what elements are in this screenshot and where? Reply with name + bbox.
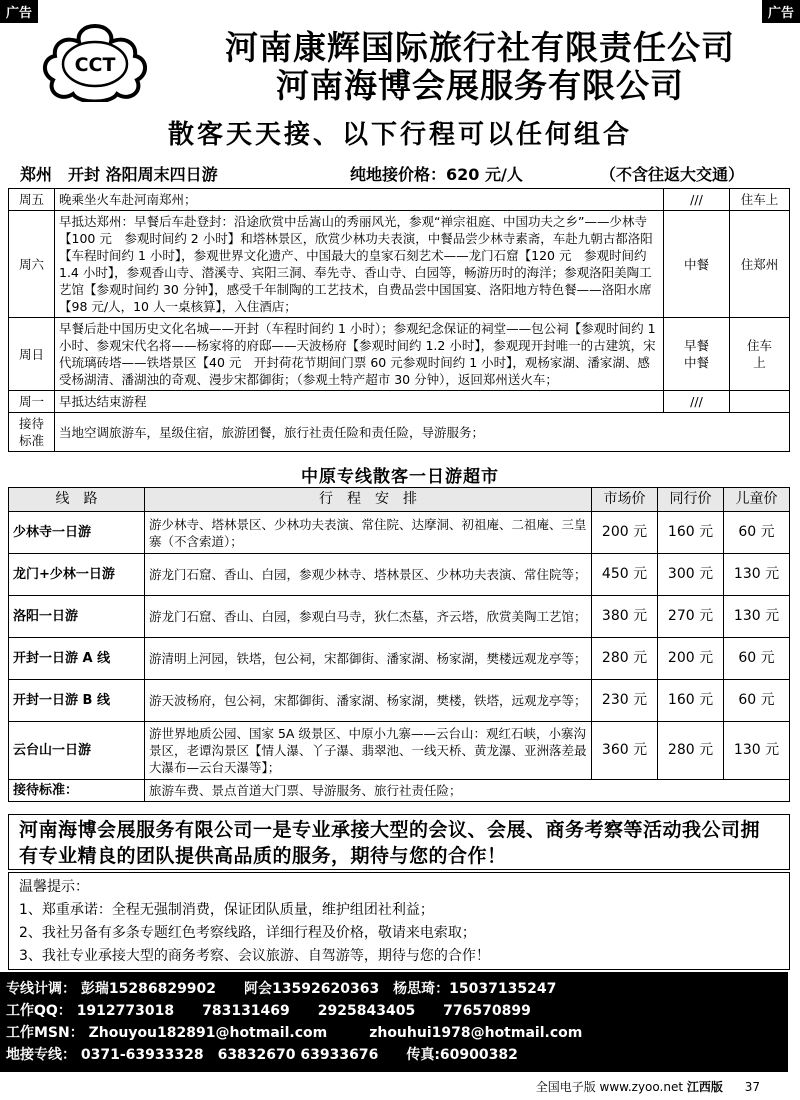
footer-site: 全国电子版 www.zyoo.net [535,1080,684,1094]
itinerary-stay: 住车 上 [730,318,790,391]
product-name: 洛阳一日游 [9,596,145,638]
product-name: 云台山一日游 [9,722,145,780]
itinerary-row [9,211,790,318]
header-child: 儿童价 [724,488,790,512]
contact-row-hotline [6,1044,782,1066]
product-row [9,680,790,722]
product-peer-price: 280 元 [658,722,724,780]
footer-edition: 江西版 [686,1080,723,1094]
product-child-price: 130 元 [724,596,790,638]
product-peer-price: 300 元 [658,554,724,596]
header-market: 市场价 [592,488,658,512]
tour-title: 郑州 开封 洛阳周末四日游 [20,165,218,184]
itinerary-day: 周六 [9,211,55,318]
contact-value: 0371-63933328 63832670 63933676 传真:60900382 [80,1047,518,1063]
contact-label: 工作MSN： [6,1025,84,1041]
itinerary-meal: /// [664,189,730,211]
itinerary-stay: 住车上 [730,189,790,211]
contact-label: 工作QQ： [6,1003,72,1019]
header-peer: 同行价 [658,488,724,512]
product-name: 开封一日游 A 线 [9,638,145,680]
reception-row [9,413,790,452]
product-market-price: 380 元 [592,596,658,638]
itinerary-meal: /// [664,391,730,413]
contact-label: 专线计调： [6,981,76,997]
products-standard-row [9,780,790,802]
cct-logo [35,22,155,102]
header [0,18,800,106]
itinerary-row [9,318,790,391]
itinerary-table [8,188,790,452]
product-plan: 游龙门石窟、香山、白园，参观少林寺、塔林景区、少林功夫表演、常住院等； [145,554,592,596]
itinerary-row [9,189,790,211]
contact-block [0,972,788,1072]
product-market-price: 200 元 [592,512,658,554]
product-row [9,596,790,638]
contact-value: Zhouyou182891@hotmail.com zhouhui1978@hotmail.com [88,1025,583,1041]
itinerary-desc: 晚乘坐火车赴河南郑州； [55,189,664,211]
product-peer-price: 200 元 [658,638,724,680]
itinerary-desc: 早餐后赴中国历史文化名城——开封（车程时间约 1 小时）；参观纪念保证的祠堂——包公祠【参观时间约 1 小时、参观宋代名将——杨家将的府邸——天波杨府【参观时间约 1.2 小时】，参观现开封唯一的古建筑，宋代琉璃砖塔——铁塔景区【40 元 开封荷花节期间门票 60 元参观时间约 1 小时】，观杨家湖、潘家湖、感受杨湖清、潘湖浊的奇观、漫步宋都御街；（参观土特产超市 30 分钟），返回郑州送火车； [55,318,664,391]
product-child-price: 60 元 [724,680,790,722]
products-header-row [9,488,790,512]
itinerary-desc: 早抵达结束游程 [55,391,664,413]
footer [536,1078,760,1095]
tips-item: 2、我社另备有多条专题红色考察线路，详细行程及价格，敬请来电索取； [19,925,476,941]
product-market-price: 450 元 [592,554,658,596]
header-route: 线 路 [9,488,145,512]
product-market-price: 230 元 [592,680,658,722]
product-name: 少林寺一日游 [9,512,145,554]
product-plan: 游清明上河园，铁塔，包公祠，宋都御街、潘家湖、杨家湖，樊楼远观龙亭等； [145,638,592,680]
tips-item: 1、郑重承诺：全程无强制消费，保证团队质量，维护组团社利益； [19,902,434,918]
ad-label-left: 广告 [0,0,38,23]
slogan: 散客天天接、以下行程可以任何组合 [167,120,632,150]
product-row [9,512,790,554]
market-title: 中原专线散客一日游超市 [301,467,499,487]
itinerary-desc: 早抵达郑州：早餐后车赴登封：沿途欣赏中岳嵩山的秀丽风光，参观“禅宗祖庭、中国功夫之乡”——少林寺【100 元 参观时间约 2 小时】和塔林景区，欣赏少林功夫表演，中餐品尝少林寺素斋，车赴九朝古都洛阳【车程时间约 1 小时】，参观世界文化遗产、中国最大的皇家石刻艺术——龙门石窟【120 元 参观时间约 1.4 小时】，参观香山寺、潜溪寺、宾阳三洞、奉先寺、香山寺、白园等，畅游历时的海洋；参观洛阳美陶工艺馆【参观时间约 30 分钟】，感受千年制陶的工艺技术，自费品尝中国国宴、洛阳地方特色餐——洛阳水席【98 元/人，10 人一桌核算】，入住酒店； [55,211,664,318]
product-plan: 游天波杨府，包公祠，宋都御街、潘家湖、杨家湖，樊楼，铁塔，远观龙亭等； [145,680,592,722]
ad-label-right: 广告 [762,0,800,23]
products-standard-text: 旅游车费、景点首道大门票、导游服务、旅行社责任险； [145,780,790,802]
promo-text: 河南海博会展服务有限公司一是专业承接大型的会议、会展、商务考察等活动我公司拥有专业精良的团队提供高品质的服务，期待与您的合作！ [8,814,790,870]
contact-value: 彭瑞15286829902 阿会13592620363 杨思琦：15037135247 [80,981,557,997]
itinerary-day: 周日 [9,318,55,391]
company-name-2: 河南海博会展服务有限公司 [276,66,684,105]
product-row [9,638,790,680]
product-peer-price: 270 元 [658,596,724,638]
product-peer-price: 160 元 [658,512,724,554]
itinerary-meal: 早餐 中餐 [664,318,730,391]
product-child-price: 60 元 [724,638,790,680]
itinerary-day: 周五 [9,189,55,211]
tour-price: 纯地接价格：620 元/人 [350,165,523,184]
product-peer-price: 160 元 [658,680,724,722]
page-number: 37 [744,1080,760,1094]
product-child-price: 60 元 [724,512,790,554]
products-table [8,487,790,802]
product-market-price: 360 元 [592,722,658,780]
product-name: 龙门+少林一日游 [9,554,145,596]
product-market-price: 280 元 [592,638,658,680]
product-plan: 游世界地质公园、国家 5A 级景区、中原小九寨——云台山：观红石峡，小寨沟景区，老谭沟景区【情人瀑、丫子瀑、翡翠池、一线天桥、黄龙瀑、亚洲落差最大瀑布—云台天瀑等】； [145,722,592,780]
header-plan: 行 程 安 排 [145,488,592,512]
tour-note: （不含往返大交通） [600,165,745,184]
tips-box [8,872,790,970]
company-name-1: 河南康辉国际旅行社有限责任公司 [225,28,735,67]
contact-row-dispatch [6,978,782,1000]
itinerary-stay: 住郑州 [730,211,790,318]
tips-title: 温馨提示： [19,879,89,895]
contact-value: 1912773018 783131469 2925843405 776570899 [76,1003,531,1019]
products-standard-label: 接待标准： [9,780,145,802]
tour-heading [10,160,790,186]
product-plan: 游少林寺、塔林景区、少林功夫表演、常住院、达摩洞、初祖庵、二祖庵、三皇寨（不含索道）； [145,512,592,554]
product-row [9,554,790,596]
reception-text: 当地空调旅游车，星级住宿，旅游团餐，旅行社责任险和责任险，导游服务； [55,413,790,452]
itinerary-meal: 中餐 [664,211,730,318]
itinerary-stay [730,391,790,413]
product-child-price: 130 元 [724,554,790,596]
contact-row-msn [6,1022,782,1044]
contact-label: 地接专线： [6,1047,76,1063]
itinerary-day: 周一 [9,391,55,413]
reception-label: 接待 标准 [9,413,55,452]
itinerary-row [9,391,790,413]
product-row [9,722,790,780]
product-plan: 游龙门石窟、香山、白园，参观白马寺，狄仁杰墓，齐云塔，欣赏美陶工艺馆； [145,596,592,638]
logo-text: CCT [74,54,116,76]
contact-row-qq [6,1000,782,1022]
tips-item: 3、我社专业承接大型的商务考察、会议旅游、自驾游等，期待与您的合作！ [19,948,490,964]
product-name: 开封一日游 B 线 [9,680,145,722]
product-child-price: 130 元 [724,722,790,780]
